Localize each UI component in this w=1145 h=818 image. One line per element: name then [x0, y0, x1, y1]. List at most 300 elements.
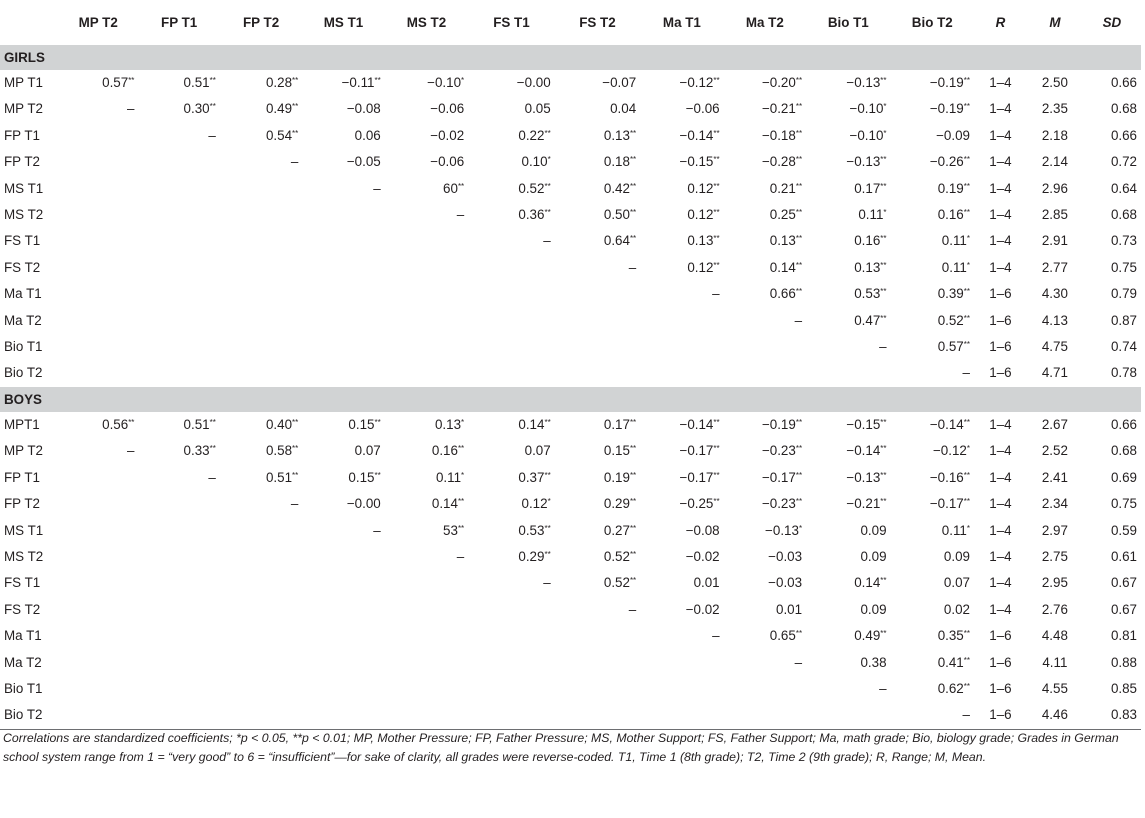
correlation-cell: 0.13**: [769, 233, 803, 249]
correlation-cell: [640, 676, 723, 702]
correlation-cell: −0.08: [346, 101, 381, 117]
table-footnote: Correlations are standardized coefficients; *p < 0.05, **p < 0.01; MP, Mother Pressure; FP, Father Pressure; MS, Mother Support; FS, Father Support; Ma, math grade; Bio, biology grade; Grades in German school system range from 1 = “very good” to 6 = “insufficient”—for sake of clarity, all grades were reverse-coded. T1, Time 1 (8th grade); T2, Time 2 (9th grade); R, Range; M, Mean.: [3, 731, 1119, 764]
correlation-cell: 0.01: [693, 575, 720, 591]
correlation-cell: [468, 308, 555, 334]
correlation-cell: [555, 360, 640, 386]
correlation-cell: 0.49**: [854, 628, 887, 644]
correlation-cell: 0.11*: [435, 469, 465, 485]
correlation-cell: [302, 623, 384, 649]
correlation-cell: –: [543, 233, 551, 249]
correlation-cell: 60**: [443, 180, 465, 196]
correlation-cell: 0.66**: [769, 286, 803, 302]
correlation-cell: 0.11*: [941, 522, 970, 538]
correlation-cell: [138, 544, 219, 570]
correlation-cell: 0.28**: [265, 75, 299, 90]
correlation-cell: [640, 308, 723, 334]
correlation-cell: [138, 518, 219, 544]
row-label: Bio T1: [4, 680, 43, 696]
correlation-cell: 0.22**: [518, 127, 551, 143]
header-bio-t1: Bio T1: [827, 15, 869, 30]
row-label: MS T2: [4, 548, 44, 564]
correlation-cell: 0.12**: [687, 180, 720, 196]
header-ms-t1: MS T1: [323, 15, 364, 30]
correlation-cell: [138, 597, 219, 623]
correlation-cell: −0.02: [685, 548, 720, 564]
correlation-cell: −0.03: [768, 575, 803, 591]
correlation-cell: 0.56**: [102, 416, 135, 432]
correlation-cell: [468, 702, 555, 729]
row-label: Bio T1: [4, 339, 43, 355]
correlation-cell: [555, 676, 640, 702]
correlation-cell: 0.11*: [941, 233, 970, 249]
correlation-cell: 0.37**: [518, 469, 551, 485]
mean-cell: 4.55: [1041, 680, 1068, 696]
correlation-cell: 0.18**: [603, 154, 637, 170]
mean-cell: 2.97: [1041, 522, 1068, 538]
correlation-cell: [220, 597, 302, 623]
correlation-cell: [138, 676, 219, 702]
correlation-cell: 0.33**: [183, 443, 216, 459]
mean-cell: 2.75: [1041, 548, 1068, 564]
correlation-cell: 0.14**: [854, 575, 887, 591]
table-row: [0, 123, 1141, 149]
correlation-cell: −0.26**: [929, 154, 970, 170]
section-header-girls: [0, 45, 1141, 70]
correlation-cell: −0.19**: [929, 75, 970, 90]
mean-cell: 2.95: [1041, 575, 1068, 591]
correlation-cell: [724, 676, 806, 702]
header-corner: [0, 0, 58, 45]
correlation-cell: [385, 334, 468, 360]
correlation-cell: [468, 360, 555, 386]
correlation-cell: –: [712, 628, 720, 644]
correlation-cell: 0.13*: [434, 416, 465, 432]
mean-cell: 2.77: [1041, 259, 1068, 275]
correlation-cell: [555, 281, 640, 307]
correlation-cell: −0.00: [516, 75, 551, 90]
correlation-cell: [806, 360, 890, 386]
correlation-cell: −0.12*: [932, 443, 970, 459]
row-label: Bio T2: [4, 365, 43, 381]
correlation-cell: 0.30**: [183, 101, 216, 117]
correlation-cell: 0.52**: [518, 180, 551, 196]
range-cell: 1–4: [989, 548, 1012, 564]
correlation-cell: –: [628, 601, 637, 617]
correlation-cell: [385, 360, 468, 386]
correlation-cell: [58, 518, 138, 544]
correlation-cell: [302, 360, 384, 386]
correlation-cell: [138, 623, 219, 649]
correlation-cell: 0.06: [354, 127, 381, 143]
correlation-cell: –: [543, 575, 551, 591]
header-mean: M: [1049, 15, 1061, 30]
correlation-cell: [468, 597, 555, 623]
correlation-cell: [302, 570, 384, 596]
correlation-cell: −0.02: [430, 127, 465, 143]
correlation-cell: −0.17**: [679, 469, 720, 485]
range-cell: 1–4: [989, 101, 1012, 117]
range-cell: 1–6: [989, 654, 1012, 670]
correlation-cell: [58, 491, 138, 517]
mean-cell: 4.11: [1042, 654, 1068, 670]
table-row: [0, 308, 1141, 334]
correlation-cell: [302, 597, 384, 623]
correlation-cell: –: [456, 207, 465, 223]
correlation-cell: −0.21**: [761, 101, 803, 117]
correlation-cell: 0.29**: [518, 548, 551, 564]
correlation-cell: [555, 308, 640, 334]
correlation-cell: 0.29**: [603, 496, 637, 512]
correlation-cell: [220, 334, 302, 360]
correlation-cell: [385, 676, 468, 702]
range-cell: 1–4: [989, 207, 1012, 223]
correlation-cell: −0.02: [685, 601, 720, 617]
correlation-cell: 0.47**: [854, 312, 887, 328]
correlation-cell: −0.25**: [679, 496, 720, 512]
correlation-cell: 0.53**: [854, 286, 887, 302]
sd-cell: 0.87: [1110, 312, 1137, 328]
range-cell: 1–4: [989, 601, 1012, 617]
mean-cell: 4.48: [1041, 628, 1068, 644]
correlation-cell: 0.09: [860, 548, 887, 564]
correlation-cell: −0.15**: [846, 416, 887, 432]
correlation-cell: [138, 334, 219, 360]
correlation-cell: [58, 623, 138, 649]
correlation-cell: –: [290, 496, 299, 512]
correlation-cell: 0.51**: [265, 469, 299, 485]
range-cell: 1–4: [989, 233, 1012, 249]
table-row: [0, 202, 1141, 228]
correlation-cell: [138, 650, 219, 676]
correlation-cell: [302, 544, 384, 570]
header-ma-t2: Ma T2: [745, 15, 784, 30]
range-cell: 1–4: [989, 496, 1012, 512]
correlation-cell: −0.14**: [679, 416, 720, 432]
table-row: [0, 438, 1141, 464]
range-cell: 1–6: [989, 365, 1012, 381]
correlation-cell: [302, 281, 384, 307]
correlation-cell: [138, 308, 219, 334]
table-row: [0, 255, 1141, 281]
correlation-cell: [640, 360, 723, 386]
correlation-cell: [468, 255, 555, 281]
header-bio-t2: Bio T2: [911, 15, 953, 30]
correlation-cell: 53**: [443, 522, 465, 538]
correlation-cell: 0.12*: [521, 496, 551, 512]
row-label: FP T2: [4, 496, 40, 512]
correlation-cell: [302, 676, 384, 702]
sd-cell: 0.61: [1110, 548, 1137, 564]
mean-cell: 2.91: [1041, 233, 1068, 249]
range-cell: 1–4: [989, 259, 1012, 275]
table-row: [0, 518, 1141, 544]
correlation-cell: [220, 308, 302, 334]
correlation-cell: [58, 176, 138, 202]
row-label: FS T1: [4, 233, 41, 249]
correlation-cell: [302, 255, 384, 281]
correlation-cell: −0.14**: [846, 443, 887, 459]
correlation-cell: 0.09: [860, 522, 887, 538]
correlation-cell: 0.11*: [941, 259, 970, 275]
correlation-cell: [385, 281, 468, 307]
correlation-cell: [58, 228, 138, 254]
correlation-cell: 0.05: [524, 101, 551, 117]
correlation-cell: −0.10*: [849, 101, 887, 117]
row-label: Ma T1: [4, 628, 42, 644]
correlation-cell: 0.52**: [603, 548, 637, 564]
range-cell: 1–6: [989, 339, 1012, 355]
correlation-cell: [58, 597, 138, 623]
mean-cell: 2.18: [1041, 127, 1068, 143]
correlation-cell: −0.11**: [341, 75, 381, 90]
correlation-cell: [58, 149, 138, 175]
correlation-cell: 0.35**: [937, 628, 970, 644]
correlation-cell: 0.12**: [687, 207, 720, 223]
mean-cell: 2.34: [1041, 496, 1068, 512]
sd-cell: 0.66: [1110, 416, 1137, 432]
correlation-cell: [58, 360, 138, 386]
mean-cell: 2.35: [1041, 101, 1068, 117]
correlation-cell: [58, 544, 138, 570]
sd-cell: 0.68: [1110, 207, 1137, 223]
correlation-cell: 0.01: [776, 601, 803, 617]
sd-cell: 0.67: [1110, 575, 1137, 591]
table-row: [0, 597, 1141, 623]
table-row: [0, 149, 1141, 175]
correlation-cell: [138, 149, 219, 175]
correlation-cell: 0.40**: [265, 416, 299, 432]
correlation-cell: [220, 228, 302, 254]
correlation-cell: [724, 702, 806, 729]
sd-cell: 0.88: [1110, 654, 1137, 670]
correlation-cell: 0.09: [943, 548, 970, 564]
row-label: Ma T1: [4, 286, 42, 302]
correlation-cell: −0.16**: [929, 469, 970, 485]
correlation-cell: 0.07: [943, 575, 970, 591]
correlation-cell: −0.09: [936, 127, 970, 143]
correlation-cell: [138, 255, 219, 281]
table-row: [0, 544, 1141, 570]
correlation-cell: [385, 597, 468, 623]
row-label: Bio T2: [0, 702, 58, 729]
correlation-cell: 0.17**: [854, 180, 887, 196]
correlation-cell: −0.03: [768, 548, 803, 564]
correlation-cell: 0.14**: [518, 416, 551, 432]
header-fs-t2: FS T2: [579, 15, 616, 30]
correlation-cell: 0.65**: [769, 628, 803, 644]
correlation-cell: −0.05: [346, 154, 381, 170]
correlation-cell: 0.50**: [603, 207, 637, 223]
correlation-cell: [138, 281, 219, 307]
correlation-cell: [302, 202, 384, 228]
correlation-cell: 0.13**: [603, 127, 637, 143]
correlation-cell: 0.02: [943, 601, 970, 617]
sd-cell: 0.68: [1110, 443, 1137, 459]
correlation-cell: [58, 676, 138, 702]
correlation-cell: [385, 255, 468, 281]
row-label: MP T2: [4, 443, 43, 459]
range-cell: 1–4: [989, 443, 1012, 459]
correlation-cell: [138, 570, 219, 596]
correlation-cell: 0.27**: [603, 522, 637, 538]
table-row: [0, 465, 1141, 491]
correlation-cell: 0.15**: [348, 469, 381, 485]
correlation-cell: [468, 334, 555, 360]
section-title: BOYS: [0, 387, 1141, 412]
correlation-cell: 0.42**: [603, 180, 637, 196]
correlation-cell: [58, 123, 138, 149]
correlation-cell: [220, 544, 302, 570]
correlation-cell: [220, 176, 302, 202]
correlation-cell: [302, 650, 384, 676]
correlation-cell: 0.51**: [183, 75, 216, 90]
correlation-cell: [640, 702, 723, 729]
correlation-cell: −0.14**: [679, 127, 720, 143]
correlation-cell: –: [712, 286, 720, 302]
row-label: Ma T2: [4, 654, 42, 670]
correlation-cell: [58, 465, 138, 491]
correlation-cell: 0.19**: [603, 469, 637, 485]
correlation-cell: −0.06: [430, 101, 465, 117]
range-cell: 1–4: [989, 522, 1012, 538]
header-fp-t1: FP T1: [161, 15, 198, 30]
correlation-cell: 0.53**: [518, 522, 551, 538]
correlation-cell: –: [962, 365, 970, 381]
sd-cell: 0.66: [1110, 75, 1137, 90]
mean-cell: 4.30: [1041, 286, 1068, 302]
range-cell: 1–6: [989, 628, 1012, 644]
correlation-cell: 0.64**: [603, 233, 637, 249]
row-label: MP T2: [4, 101, 43, 117]
correlation-cell: −0.12**: [679, 75, 720, 90]
correlation-cell: 0.49**: [265, 101, 299, 117]
correlation-cell: −0.06: [685, 101, 720, 117]
correlation-cell: 0.41**: [937, 654, 970, 670]
range-cell: 1–4: [989, 127, 1012, 143]
correlation-cell: −0.15**: [679, 154, 720, 170]
row-label: FS T2: [4, 259, 41, 275]
sd-cell: 0.79: [1110, 286, 1137, 302]
correlation-cell: −0.07: [602, 75, 637, 90]
correlation-cell: [58, 255, 138, 281]
correlation-cell: −0.20**: [761, 75, 803, 90]
correlation-cell: [806, 702, 890, 729]
correlation-cell: [385, 228, 468, 254]
correlation-cell: [385, 570, 468, 596]
correlation-cell: [724, 360, 806, 386]
correlation-cell: [640, 334, 723, 360]
correlation-cell: [555, 650, 640, 676]
table-body: [0, 45, 1141, 729]
correlation-cell: −0.13*: [765, 522, 803, 538]
correlation-cell: 0.19**: [937, 180, 970, 196]
correlation-cell: [220, 360, 302, 386]
row-label: MS T1: [4, 180, 44, 196]
correlation-cell: [138, 360, 219, 386]
mean-cell: 2.67: [1041, 416, 1068, 432]
mean-cell: 2.52: [1041, 443, 1068, 459]
table-row: [0, 70, 1141, 96]
correlation-cell: 0.17**: [603, 416, 637, 432]
correlation-cell: –: [879, 339, 887, 355]
sd-cell: 0.73: [1110, 233, 1137, 249]
correlation-cell: –: [290, 154, 299, 170]
correlation-cell: [302, 702, 384, 729]
table-row: [0, 176, 1141, 202]
correlation-cell: [220, 202, 302, 228]
correlation-cell: 0.25**: [769, 207, 803, 223]
mean-cell: 2.41: [1041, 469, 1068, 485]
row-label: FP T1: [4, 127, 40, 143]
correlation-cell: 0.16**: [431, 443, 465, 459]
correlation-cell: –: [794, 654, 803, 670]
correlation-cell: [220, 676, 302, 702]
correlation-cell: [302, 308, 384, 334]
table-row: [0, 676, 1141, 702]
table-row: [0, 702, 1141, 729]
correlation-cell: [640, 650, 723, 676]
sd-cell: 0.67: [1110, 601, 1137, 617]
correlation-cell: [555, 623, 640, 649]
sd-cell: 0.72: [1110, 154, 1137, 170]
header-fs-t1: FS T1: [493, 15, 530, 30]
correlation-cell: [220, 650, 302, 676]
mean-cell: 2.76: [1041, 601, 1068, 617]
correlation-cell: −0.23**: [761, 443, 803, 459]
correlation-cell: −0.19**: [929, 101, 970, 117]
row-label: FP T2: [4, 154, 40, 170]
correlation-cell: 0.13**: [687, 233, 720, 249]
correlation-cell: [138, 202, 219, 228]
sd-cell: 0.66: [1110, 127, 1137, 143]
correlation-cell: 0.14**: [769, 259, 803, 275]
correlation-cell: [385, 308, 468, 334]
sd-cell: 0.74: [1110, 339, 1137, 355]
header-fp-t2: FP T2: [242, 15, 280, 30]
correlation-cell: [724, 334, 806, 360]
sd-cell: 0.64: [1110, 180, 1137, 196]
correlation-cell: 0.57**: [102, 75, 135, 90]
correlation-cell: 0.13**: [854, 259, 887, 275]
sd-cell: 0.83: [1083, 702, 1141, 729]
range-cell: 1–4: [989, 154, 1012, 170]
correlation-cell: −0.13**: [846, 75, 887, 90]
correlation-cell: [220, 281, 302, 307]
correlation-cell: –: [208, 469, 216, 485]
correlation-cell: [385, 623, 468, 649]
mean-cell: 2.50: [1041, 75, 1068, 90]
correlation-cell: –: [208, 127, 216, 143]
correlation-cell: [220, 255, 302, 281]
correlation-cell: [468, 623, 555, 649]
sd-cell: 0.75: [1110, 496, 1137, 512]
sd-cell: 0.69: [1110, 469, 1137, 485]
header-row: [0, 0, 1141, 45]
range-cell: 1–6: [989, 286, 1012, 302]
correlation-cell: −0.21**: [846, 496, 887, 512]
correlation-cell: [138, 176, 219, 202]
table-row: [0, 412, 1141, 438]
correlation-cell: −0.23**: [761, 496, 803, 512]
correlation-cell: [58, 570, 138, 596]
correlation-cell: 0.15**: [348, 416, 381, 432]
correlation-cell: −0.17**: [929, 496, 970, 512]
header-range: R: [995, 15, 1006, 30]
correlation-cell: 0.10*: [521, 154, 551, 170]
correlation-cell: 0.15**: [603, 443, 637, 459]
correlation-cell: −0.13**: [846, 469, 887, 485]
mean-cell: 2.85: [1041, 207, 1068, 223]
